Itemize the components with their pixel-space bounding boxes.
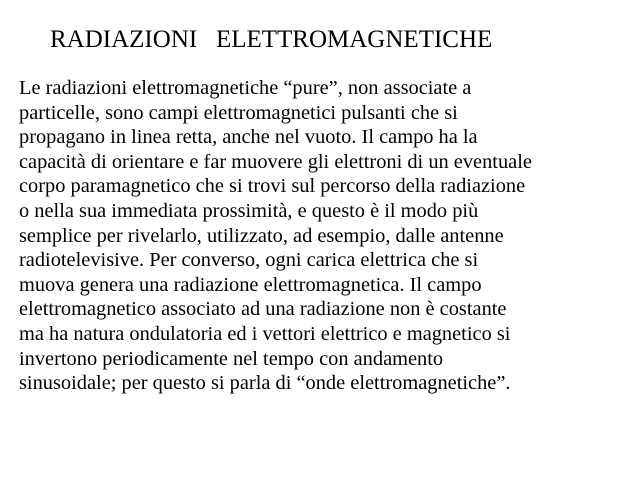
body-paragraph <box>19 76 629 396</box>
paragraph-line: ma ha natura ondulatoria ed i vettori elettrico e magnetico si <box>19 322 511 345</box>
paragraph-line: particelle, sono campi elettromagnetici pulsanti che si <box>19 101 458 124</box>
paragraph-line: elettromagnetico associato ad una radiazione non è costante <box>19 298 507 321</box>
paragraph-line: corpo paramagnetico che si trovi sul percorso della radiazione <box>19 175 526 198</box>
paragraph-line: Le radiazioni elettromagnetiche “pure”, non associate a <box>19 77 472 99</box>
paragraph-line: sinusoidale; per questo si parla di “onde elettromagnetiche”. <box>19 372 511 395</box>
paragraph-line: o nella sua immediata prossimità, e questo è il modo più <box>19 199 479 222</box>
paragraph-line: radiotelevisive. Per converso, ogni carica elettrica che si <box>19 249 479 272</box>
paragraph-line: invertono periodicamente nel tempo con andamento <box>19 347 444 370</box>
slide-title: RADIAZIONI ELETTROMAGNETICHE <box>50 26 493 53</box>
paragraph-line: capacità di orientare e far muovere gli elettroni di un eventuale <box>19 150 532 173</box>
paragraph-line: muova genera una radiazione elettromagnetica. Il campo <box>19 273 482 296</box>
paragraph-line: semplice per rivelarlo, utilizzato, ad esempio, dalle antenne <box>19 224 504 247</box>
paragraph-line: propagano in linea retta, anche nel vuoto. Il campo ha la <box>19 126 478 149</box>
